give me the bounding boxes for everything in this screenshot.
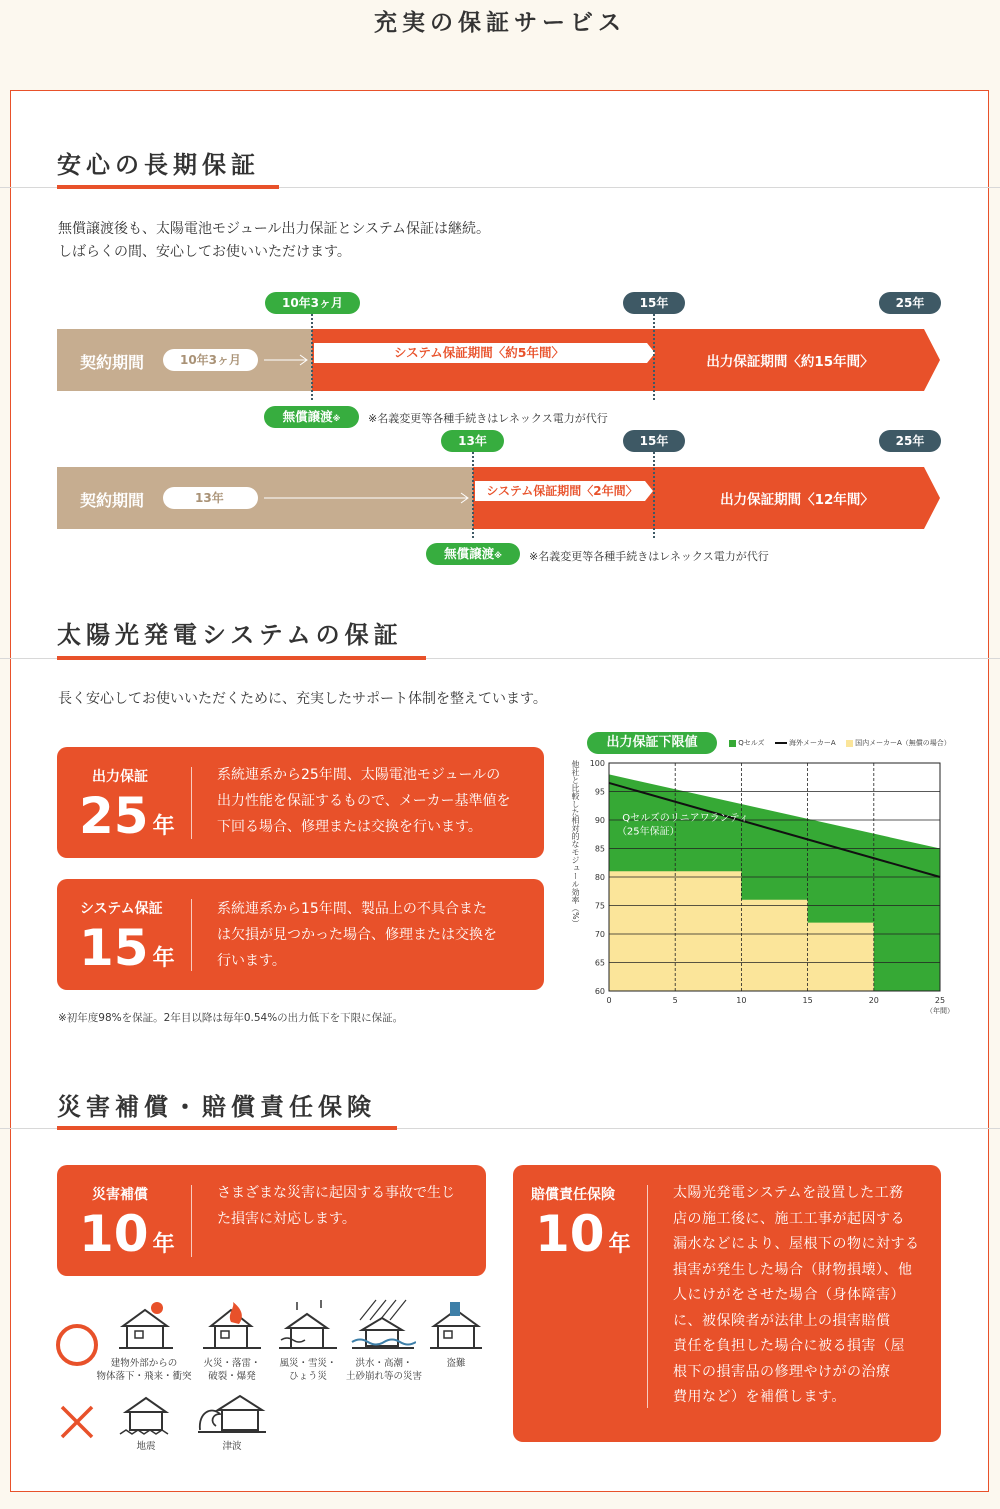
tsunami-house-icon [196,1392,268,1438]
free-transfer-badge-1: 無償譲渡※ [264,406,359,428]
legend-item: 国内メーカーA（無償の場合） [855,739,951,747]
liability-label: 賠償責任保険 [531,1187,615,1203]
flood-house-icon [350,1298,416,1354]
x-tick-label: 10 [736,996,747,1005]
timeline-divider [311,314,313,400]
not-covered-label-1: 地震 [136,1441,156,1452]
x-tick-label: 0 [606,996,612,1005]
y-tick-label: 85 [594,844,605,854]
solar-lead: 長く安心してお使いいただくために、充実したサポート体制を整えています。 [58,691,547,707]
marker-mid-2: 15年 [623,430,685,452]
chart-annotation: Qセルズのリニアワランティ [622,813,749,825]
x-tick-label: 25 [934,996,946,1005]
legend-swatch [775,742,787,744]
covered-label-4: 洪水・高潮・ 土砂崩れ等の災害 [345,1358,422,1382]
chart-ylabel: 他社と比較した相対的なモジュール効率（%） [571,760,580,928]
section-underline [57,656,426,660]
section-title-insurance: 災害補償・賠償責任保険 [57,1093,376,1121]
output-warranty-card [57,747,544,858]
y-tick-label: 75 [594,901,605,911]
fire-house-icon [201,1298,263,1354]
x-tick-label: 20 [868,996,879,1005]
chart-annotation: （25年保証） [616,826,680,838]
contract-label-1: 契約期間 [80,353,145,372]
card-separator [191,899,192,971]
theft-house-icon [428,1298,484,1354]
y-tick-label: 70 [594,930,605,939]
contract-value-1: 10年3ヶ月 [163,349,258,371]
system-warranty-years: 15 年 [79,919,175,977]
transfer-note-2: ※名義変更等各種手続きはレネックス電力が代行 [529,550,769,563]
output-warranty-label: 出力保証 [92,769,148,785]
covered-label-2: 火災・落雷・ 破裂・爆発 [203,1358,261,1382]
disaster-years: 10 年 [79,1205,175,1263]
legend-swatch [729,740,736,747]
output-period-label-1: 出力保証期間〈約15年間〉 [706,354,874,370]
solar-footnote: ※初年度98%を保証。2年目以降は毎年0.54%の出力低下を下限に保証。 [58,1012,404,1024]
not-covered-label-2: 津波 [222,1441,242,1452]
system-period-label-1: システム保証期間〈約5年間〉 [394,345,564,360]
system-warranty-label: システム保証 [80,901,163,917]
output-period-label-2: 出力保証期間〈12年間〉 [720,492,874,508]
y-tick-label: 60 [594,987,605,996]
marker-end-2: 25年 [879,430,941,452]
marker-start-1: 10年3ヶ月 [265,292,360,314]
timeline-divider [653,314,655,400]
x-tick-label: 15 [802,996,813,1005]
chart-title: 出力保証下限値 [587,732,717,754]
y-tick-label: 100 [589,759,605,768]
x-axis-label: （年間） [926,1007,954,1015]
contract-value-2: 13年 [163,487,258,509]
disaster-label: 災害補償 [92,1187,148,1203]
falling-object-house-icon [117,1298,175,1354]
y-tick-label: 65 [594,958,605,968]
output-warranty-years: 25 年 [79,787,175,845]
covered-label-5: 盗難 [446,1358,466,1369]
y-tick-label: 80 [594,873,605,882]
system-warranty-card [57,879,544,990]
disaster-compensation-card [57,1165,486,1276]
covered-label-3: 風災・雪災・ ひょう災 [279,1358,337,1382]
chart-legend [729,738,951,748]
storm-house-icon [277,1298,339,1354]
liability-text: 太陽光発電システムを設置した工務 店の施工後に、施工工事が起因する 漏水などにより、屋根下の物に対する 損害が発生した場合（財物損壊）、他 人にけがをさせた場合（身体障害） に、被保険者が法律上の損害賠償 責任を負担した場合に被る損害（屋 根下の損害品の修理やけがの治療 費用など）を補償します。 [673,1185,920,1405]
section-title-solar-system: 太陽光発電システムの保証 [57,621,403,649]
section-underline [57,185,279,189]
arrow-right-icon [262,353,312,367]
section-title-long-term: 安心の長期保証 [57,151,260,179]
card-separator [647,1185,648,1408]
long-term-lead-1: 無償譲渡後も、太陽電池モジュール出力保証とシステム保証は継続。 [58,221,491,237]
liability-years: 10 年 [535,1205,631,1263]
transfer-note-1: ※名義変更等各種手続きはレネックス電力が代行 [368,412,608,425]
timeline-divider [653,452,655,538]
legend-item: 海外メーカーA [789,739,836,747]
legend-item: Qセルズ [738,739,765,747]
system-period-label-2: システム保証期間〈2年間〉 [486,484,638,498]
marker-start-2: 13年 [441,430,504,452]
system-warranty-text: 系統連系から15年間、製品上の不具合また は欠損が見つかった場合、修理または交換を 行います。 [217,901,497,969]
free-transfer-badge-2: 無償譲渡※ [426,543,520,565]
section-underline [57,1126,397,1130]
liability-insurance-card [513,1165,941,1442]
output-warranty-text: 系統連系から25年間、太陽電池モジュールの 出力性能を保証するもので、メーカー基準値を 下回る場合、修理または交換を行います。 [217,767,511,835]
output-guarantee-chart [580,755,960,1025]
marker-mid-1: 15年 [623,292,685,314]
page-title: 充実の保証サービス [374,10,626,36]
arrow-right-icon [262,491,474,505]
contract-label-2: 契約期間 [80,491,145,510]
y-tick-label: 95 [594,787,605,797]
covered-label-1: 建物外部からの 物体落下・飛来・衝突 [96,1358,192,1382]
disaster-text: さまざまな災害に起因する事故で生じ た損害に対応します。 [217,1185,455,1227]
y-tick-label: 90 [594,816,605,825]
timeline-divider [472,452,474,538]
card-separator [191,1185,192,1257]
not-covered-cross-icon [58,1403,96,1441]
marker-end-1: 25年 [879,292,941,314]
long-term-lead-2: しばらくの間、安心してお使いいただけます。 [58,244,351,260]
legend-swatch [846,740,853,747]
earthquake-house-icon [118,1390,176,1438]
x-tick-label: 5 [672,996,678,1005]
card-separator [191,767,192,839]
